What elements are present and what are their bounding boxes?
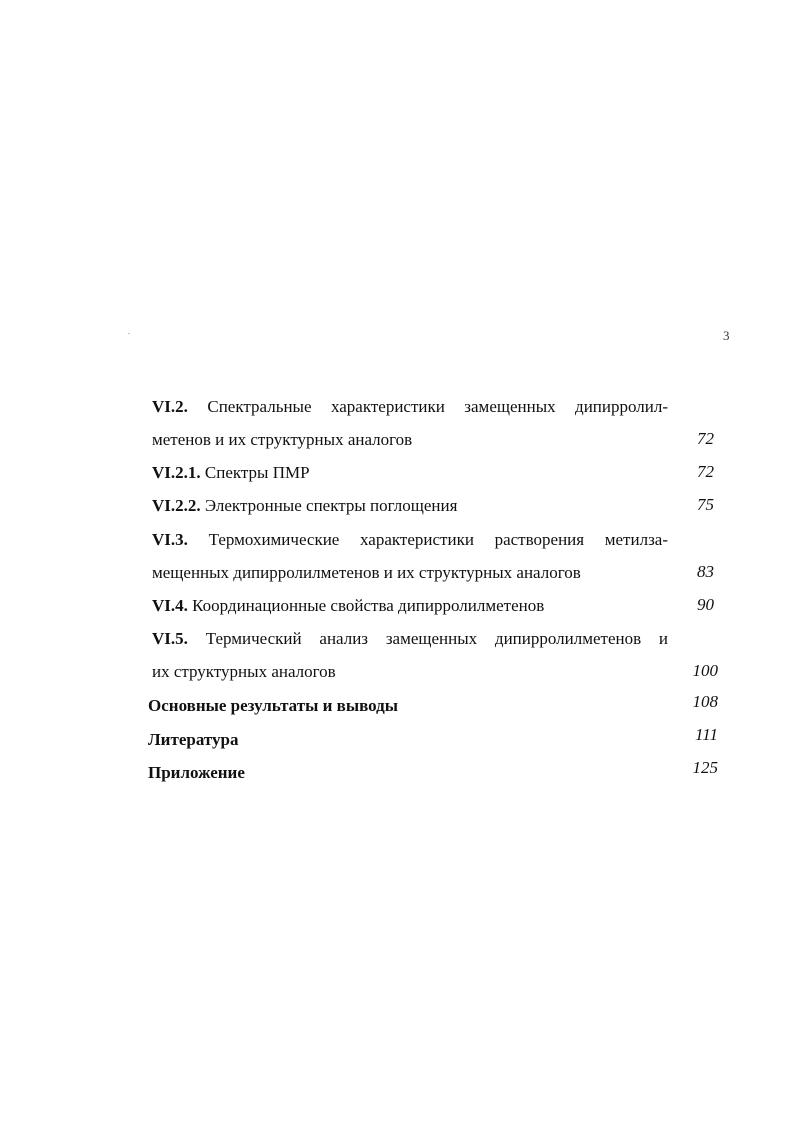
toc-entry-vi-3-line2: мещенных дипирролилметенов и их структурных аналогов [152, 563, 581, 582]
toc-entry-text: Спектральные характеристики замещенных дипирролил- [207, 397, 668, 416]
toc-entry-vi-2-2 [152, 496, 457, 516]
toc-entry-text: Спектры ПМР [204, 463, 310, 482]
toc-entry-number: VI.3. [152, 530, 188, 549]
toc-page-number: 75 [697, 495, 714, 514]
toc-entry-number: VI.2.2. [152, 496, 201, 515]
toc-entry-vi-5-line2: их структурных аналогов [152, 662, 336, 681]
toc-entry-vi-2-line1 [152, 397, 668, 417]
toc-entry-text: Термохимические характеристики растворения метилза- [208, 530, 668, 549]
toc-entry-text: Электронные спектры поглощения [204, 496, 458, 515]
toc-entry-literature: Литература [148, 730, 239, 749]
toc-page-number: 90 [697, 595, 714, 614]
toc-entry-vi-4 [152, 596, 544, 616]
toc-entry-number: VI.5. [152, 629, 188, 648]
toc-page-number: 108 [692, 692, 718, 711]
page-number: 3 [723, 328, 730, 343]
toc-entry-conclusions: Основные результаты и выводы [148, 696, 399, 715]
toc-page-number: 125 [692, 758, 718, 777]
toc-entry-text: Термический анализ замещенных дипирролилметенов и [205, 629, 668, 648]
toc-entry-number: VI.4. [152, 596, 188, 615]
toc-entry-vi-5-line1 [152, 629, 668, 649]
toc-entry-text: Координационные свойства дипирролилметенов [192, 596, 545, 615]
toc-entry-appendix: Приложение [148, 763, 245, 782]
toc-page-number: 100 [692, 661, 718, 680]
toc-entry-number: VI.2. [152, 397, 188, 416]
toc-entry-number: VI.2.1. [152, 463, 201, 482]
toc-entry-vi-2-1 [152, 463, 310, 483]
toc-entry-vi-3-line1 [152, 530, 668, 550]
toc-page-number: 83 [697, 562, 714, 581]
scan-artifact [128, 333, 130, 334]
toc-page-number: 72 [697, 429, 714, 448]
toc-page-number: 111 [695, 725, 718, 744]
toc-entry-vi-2-line2: метенов и их структурных аналогов [152, 430, 413, 449]
toc-page-number: 72 [697, 462, 714, 481]
